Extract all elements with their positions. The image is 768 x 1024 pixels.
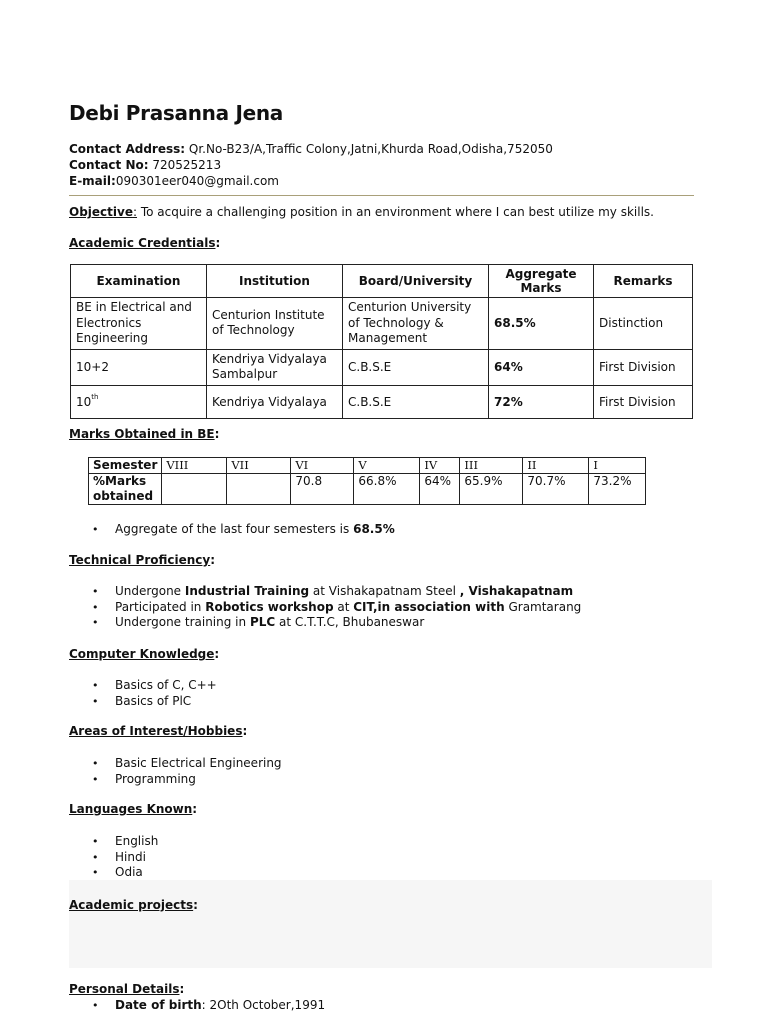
aggregate-text: Aggregate of the last four semesters is [115,522,354,536]
computer-heading-text: Computer Knowledge [69,647,215,661]
semester-cell: VI [291,458,354,474]
interests-list [92,756,282,787]
list-item [92,600,581,616]
semester-label: Semester [89,458,162,474]
table-cell: BE in Electrical and Electronics Engineering [71,298,207,350]
list-item: • Basics of PlC [92,694,217,710]
semester-row [89,458,646,474]
academic-table [70,264,693,419]
tech-bold: , Vishakapatnam [459,584,574,598]
marks-cell [227,474,291,505]
tech-text: Undergone training in [115,615,250,630]
contact-email [69,174,279,188]
semester-cell: VII [227,458,291,474]
tech-text: at [333,599,354,614]
candidate-name: Debi Prasanna Jena [69,101,283,125]
list-item: • English [92,834,158,850]
tech-text: Undergone [115,584,185,598]
marks-cell: 66.8% [354,474,420,505]
computer-list [92,678,217,709]
exam-value: 10 [76,394,92,409]
marks-heading: Marks Obtained in BE: [69,427,220,441]
computer-heading: Computer Knowledge: [69,647,220,661]
table-header: Examination [71,265,207,298]
table-cell [71,385,207,418]
tech-bold: Robotics workshop [205,599,334,614]
list-item: • Basic Electrical Engineering [92,756,282,772]
personal-heading-text: Personal Details [69,982,180,996]
tech-text: Gramtarang [504,599,582,614]
contact-address-label: Contact Address: [69,142,186,156]
list-item [92,584,581,600]
marks-cell: 70.7% [523,474,589,505]
table-cell: Kendriya Vidyalaya Sambalpur [207,349,343,385]
table-header: Remarks [594,265,693,298]
semester-marks-table [88,457,646,505]
marks-label: %Marks obtained [89,474,162,505]
list-item: • Basics of C, C++ [92,678,217,694]
divider [69,195,694,196]
academic-heading-text: Academic Credentials [69,236,216,250]
list-item [92,522,395,538]
languages-list [92,834,158,881]
semester-cell: III [460,458,523,474]
objective-text: To acquire a challenging position in an environment where I can best utilize my skills. [137,205,654,219]
tech-bold: Industrial Training [184,584,310,598]
objective [69,205,654,219]
interests-heading: Areas of Interest/Hobbies: [69,724,248,738]
interests-heading-text: Areas of Interest/Hobbies [69,724,243,738]
contact-address [69,142,553,156]
table-cell: Distinction [594,298,693,350]
list-item: • Hindi [92,850,158,866]
tech-text: Participated in [115,599,206,614]
personal-list [92,998,325,1014]
technical-heading-text: Technical Proficiency [69,553,211,567]
semester-cell: VIII [162,458,227,474]
languages-heading: Languages Known: [69,802,198,816]
personal-heading: Personal Details: [69,982,185,996]
semester-cell: V [354,458,420,474]
table-row [71,385,693,418]
table-header: Aggregate Marks [489,265,594,298]
list-item [92,998,325,1014]
table-header: Board/University [343,265,489,298]
aggregate-value: 68.5% [353,522,395,536]
table-row [71,298,693,350]
marks-cell [162,474,227,505]
technical-list [92,584,581,631]
list-item [92,615,581,631]
exam-superscript: th [91,392,99,401]
marks-heading-text: Marks Obtained in BE [69,427,215,441]
table-cell: 64% [489,349,594,385]
contact-email-label: E-mail: [69,174,116,188]
objective-label: Objective [69,205,133,219]
table-header-row [71,265,693,298]
marks-cell: 64% [420,474,460,505]
list-item: • Odia [92,865,158,881]
languages-heading-text: Languages Known [69,802,193,816]
dob-label: Date of birth [115,998,202,1012]
academic-heading: Academic Credentials: [69,236,221,250]
objective-colon: : [132,205,138,219]
table-cell: First Division [594,385,693,418]
semester-cell: I [589,458,646,474]
contact-address-value: Qr.No-B23/A,Traffic Colony,Jatni,Khurda Road,Odisha,752050 [185,142,553,156]
list-item: • Programming [92,772,282,788]
projects-heading-text: Academic projects [69,898,194,912]
table-cell: Centurion Institute of Technology [207,298,343,350]
projects-heading: Academic projects: [69,898,198,912]
dob-value: : 2Oth October,1991 [201,998,326,1012]
marks-row [89,474,646,505]
table-cell: 10+2 [71,349,207,385]
semester-cell: II [523,458,589,474]
table-header: Institution [207,265,343,298]
semester-cell: IV [420,458,460,474]
table-cell: 68.5% [489,298,594,350]
tech-text: at C.T.T.C, Bhubaneswar [275,615,425,630]
table-cell: 72% [489,385,594,418]
aggregate-list [92,522,395,538]
projects-shaded-area [69,880,712,968]
tech-text: at Vishakapatnam Steel [309,584,460,598]
table-cell: Kendriya Vidyalaya [207,385,343,418]
technical-heading: Technical Proficiency: [69,553,216,567]
tech-bold: CIT,in association with [353,599,505,614]
contact-email-value[interactable]: 090301eer040@gmail.com [115,174,279,188]
table-cell: First Division [594,349,693,385]
table-cell: Centurion University of Technology & Management [343,298,489,350]
contact-phone [69,158,221,172]
marks-cell: 73.2% [589,474,646,505]
tech-bold: PLC [249,615,276,630]
marks-cell: 65.9% [460,474,523,505]
table-cell: C.B.S.E [343,349,489,385]
marks-cell: 70.8 [291,474,354,505]
table-cell: C.B.S.E [343,385,489,418]
table-row [71,349,693,385]
contact-phone-label: Contact No: [69,158,149,172]
contact-phone-value: 720525213 [148,158,222,172]
